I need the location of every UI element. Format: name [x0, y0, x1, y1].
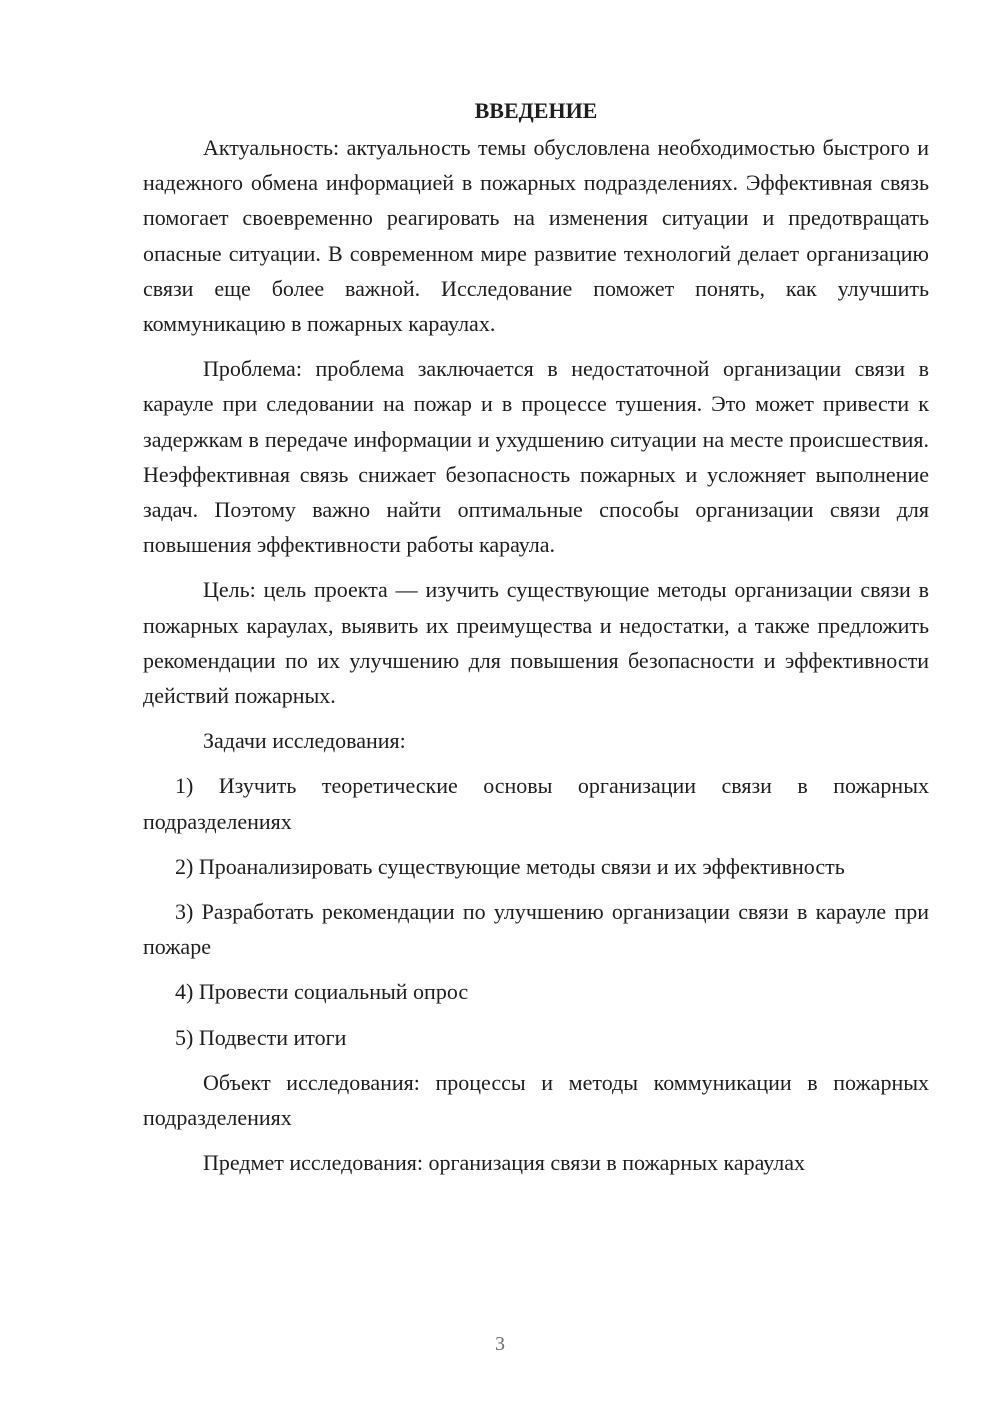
goal-paragraph: Цель: цель проекта — изучить существующие методы организации связи в пожарных караулах, выявить их преимущества и недостатки, а также предложить рекомендации по их улучшению для повышения безопасности и эффективности действий пожарных. — [143, 577, 929, 709]
page-number: 3 — [495, 1333, 505, 1355]
problem-paragraph: Проблема: проблема заключается в недостаточной организации связи в карауле при следовании на пожар и в процессе тушения. Это может привести к задержкам в передаче информации и ухудшению ситуации на месте происшествия. Неэффективная связь снижает безопасность пожарных и усложняет выполнение задач. Поэтому важно найти оптимальные способы организации связи для повышения эффективности работы караула. — [143, 356, 929, 558]
task-item-1: 1) Изучить теоретические основы организации связи в пожарных подразделениях — [143, 773, 929, 834]
research-subject-paragraph: Предмет исследования: организация связи в пожарных караулах — [203, 1150, 806, 1176]
research-object-paragraph: Объект исследования: процессы и методы коммуникации в пожарных подразделениях — [143, 1069, 929, 1131]
task-item-2: 2) Проанализировать существующие методы связи и их эффективность — [175, 853, 845, 879]
tasks-heading: Задачи исследования: — [203, 728, 406, 754]
task-item-3: 3) Разработать рекомендации по улучшению организации связи в карауле при пожаре — [143, 899, 929, 960]
relevance-paragraph: Актуальность: актуальность темы обусловлена необходимостью быстрого и надежного обмена информацией в пожарных подразделениях. Эффективная связь помогает своевременно реагировать на изменения ситуации и предотвращать опасные ситуации. В современном мире развитие технологий делает организацию связи еще более важной. Исследование поможет понять, как улучшить коммуникацию в пожарных караулах. — [143, 135, 929, 337]
task-item-5: 5) Подвести итоги — [175, 1024, 347, 1050]
page-title: ВВЕДЕНИЕ — [474, 98, 598, 123]
document-page — [143, 93, 929, 1190]
task-item-4: 4) Провести социальный опрос — [175, 979, 469, 1005]
